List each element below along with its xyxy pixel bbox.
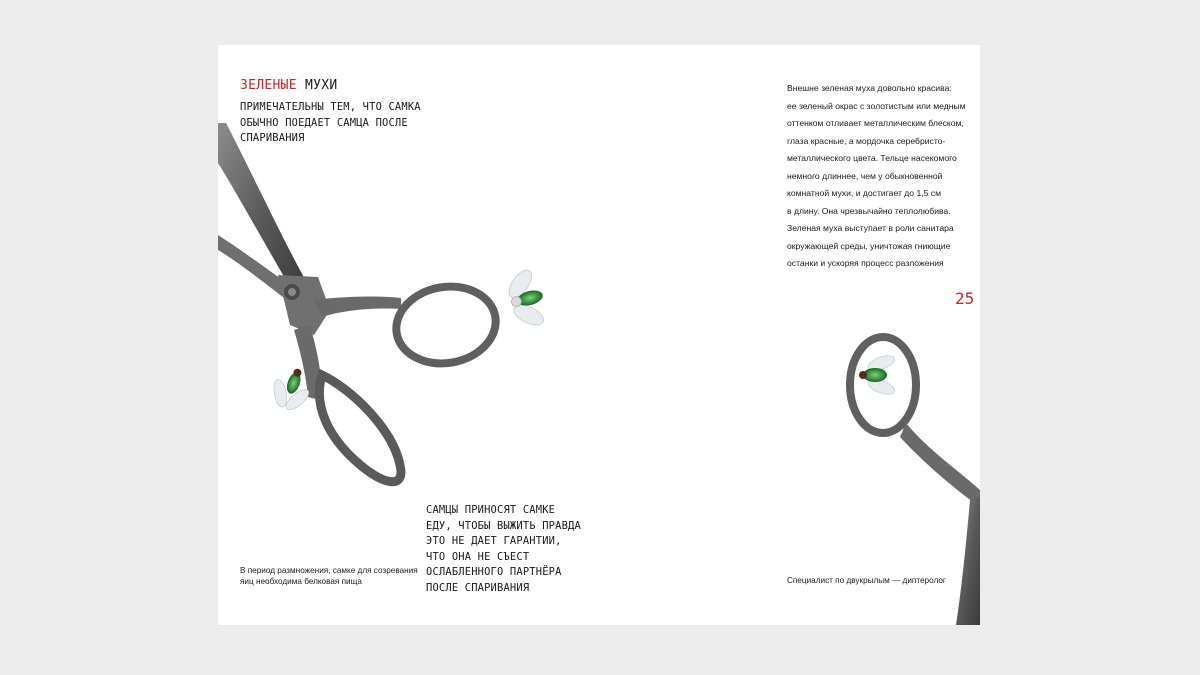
body-line: ее зеленый окрас с золотистым или медным bbox=[787, 100, 966, 111]
quote-line: ОСЛАБЛЕННОГО ПАРТНЁРА bbox=[426, 566, 562, 578]
quote-line: ПОСЛЕ СПАРИВАНИЯ bbox=[426, 581, 530, 594]
title-accent: ЗЕЛЕНЫЕ bbox=[240, 78, 297, 93]
quote-line: САМЦЫ ПРИНОСЯТ САМКЕ bbox=[426, 504, 556, 516]
title-rest: МУХИ bbox=[305, 78, 338, 93]
scissors-illustration bbox=[218, 123, 502, 482]
quote-line: ЭТО НЕ ДАЕТ ГАРАНТИИ, bbox=[426, 535, 562, 547]
subtitle-line: ОБЫЧНО ПОЕДАЕТ САМЦА ПОСЛЕ bbox=[240, 116, 408, 129]
body-line: окружающей среды, уничтожая гниющие bbox=[787, 240, 951, 251]
book-spread bbox=[218, 45, 980, 625]
page-title bbox=[240, 78, 338, 93]
body-line: Внешне зеленая муха довольно красива: bbox=[787, 83, 952, 93]
body-line: оттенком отливает металлическим блеском, bbox=[787, 118, 964, 128]
pull-quote bbox=[426, 503, 601, 596]
quote-line: ЧТО ОНА НЕ СЪЕСТ bbox=[426, 550, 530, 563]
page-number: 25 bbox=[955, 289, 975, 308]
body-text bbox=[787, 80, 980, 273]
caption-line: яиц необходима белковая пища bbox=[240, 577, 362, 586]
body-line: металлического цвета. Тельце насекомого bbox=[787, 153, 957, 163]
caption-right: Специалист по двукрылым — диптеролог bbox=[787, 576, 946, 585]
fly-illustration bbox=[859, 353, 897, 398]
body-line: Зеленая муха выступает в роли санитара bbox=[787, 223, 954, 233]
subtitle bbox=[240, 100, 440, 147]
fly-illustration bbox=[499, 263, 551, 335]
quote-line: ЕДУ, ЧТОБЫ ВЫЖИТЬ ПРАВДА bbox=[426, 519, 581, 532]
body-line: немного длиннее, чем у обыкновенной bbox=[787, 170, 943, 181]
body-line: в длину. Она чрезвычайно теплолюбива. bbox=[787, 205, 951, 216]
caption-left bbox=[240, 565, 425, 587]
subtitle-line: ПРИМЕЧАТЕЛЬНЫ ТЕМ, ЧТО САМКА bbox=[240, 101, 421, 113]
body-line: комнатной мухи, и достигает до 1,5 см bbox=[787, 188, 941, 198]
body-line: останки и ускоряя процесс разложения bbox=[787, 258, 944, 268]
caption-line: В период размножения, самке для созревания bbox=[240, 566, 418, 575]
body-line: глаза красные, а мордочка серебристо- bbox=[787, 135, 946, 146]
subtitle-line: СПАРИВАНИЯ bbox=[240, 132, 305, 144]
